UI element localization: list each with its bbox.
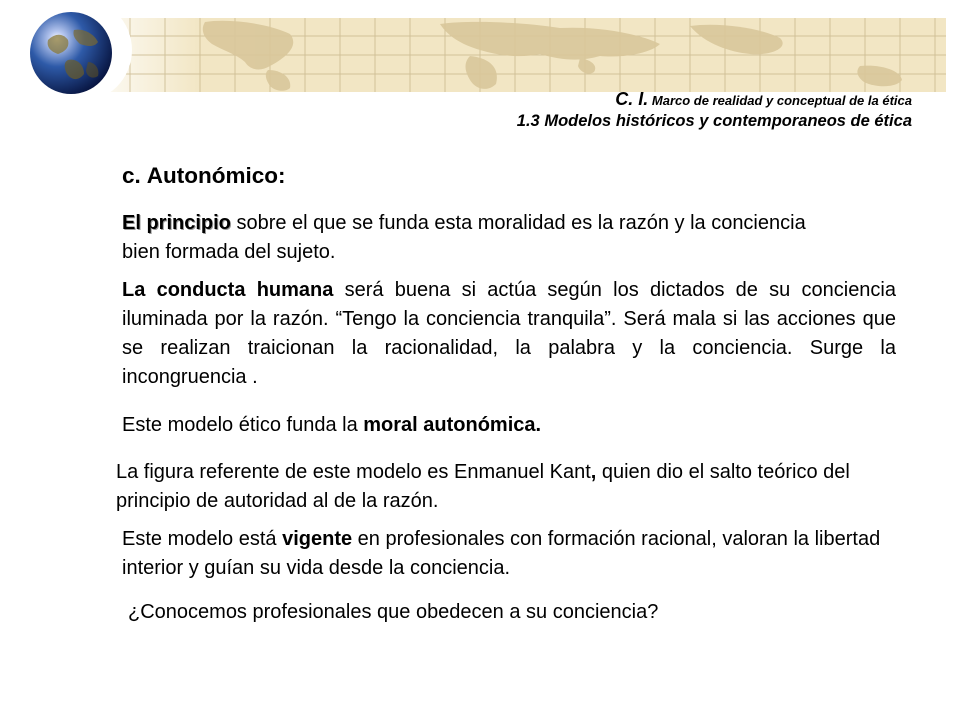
- section-title: [122, 163, 286, 189]
- header-prefix: C. I.: [615, 89, 649, 109]
- header-line-1-text: Marco de realidad y conceptual de la ética: [648, 93, 912, 108]
- paragraph-model: [122, 411, 842, 440]
- paragraph-principle: [122, 209, 842, 267]
- principle-lead: El principio: [122, 212, 231, 234]
- vigente-text-b: en profesionales con formación racional, valoran la libertad interior y guían su vida desde la conciencia.: [122, 528, 881, 579]
- section-title-text: Autonómico:: [146, 163, 286, 188]
- paragraph-conduct: [122, 276, 896, 392]
- kant-text-a: La figura referente de este modelo es Enmanuel Kant: [116, 461, 591, 483]
- section-letter: c.: [122, 163, 141, 188]
- vigente-bold: vigente: [282, 528, 353, 550]
- kant-comma: ,: [590, 461, 597, 483]
- conduct-lead: La conducta humana: [122, 279, 334, 301]
- paragraph-kant: [116, 458, 896, 516]
- paragraph-vigente: [122, 525, 882, 583]
- principle-text: sobre el que se funda esta moralidad es la razón y la conciencia bien formada del sujeto.: [122, 212, 806, 263]
- kant-text-b: quien dio el salto teórico del principio de autoridad al de la razón.: [116, 461, 850, 512]
- header-line-2: 1.3 Modelos históricos y contemporaneos de ética: [516, 112, 912, 130]
- paragraph-question: ¿Conocemos profesionales que obedecen a su conciencia?: [128, 601, 659, 623]
- vigente-text-a: Este modelo está: [122, 528, 283, 550]
- model-bold: moral autonómica.: [363, 414, 542, 436]
- model-text: Este modelo ético funda la: [122, 414, 364, 436]
- conduct-text: será buena si actúa según los dictados de su conciencia iluminada por la razón. “Tengo la conciencia tranquila”. Será mala si las acciones que se realizan traicionan la racionalidad, la palabra y la conciencia. Surge la incongruencia .: [122, 279, 897, 388]
